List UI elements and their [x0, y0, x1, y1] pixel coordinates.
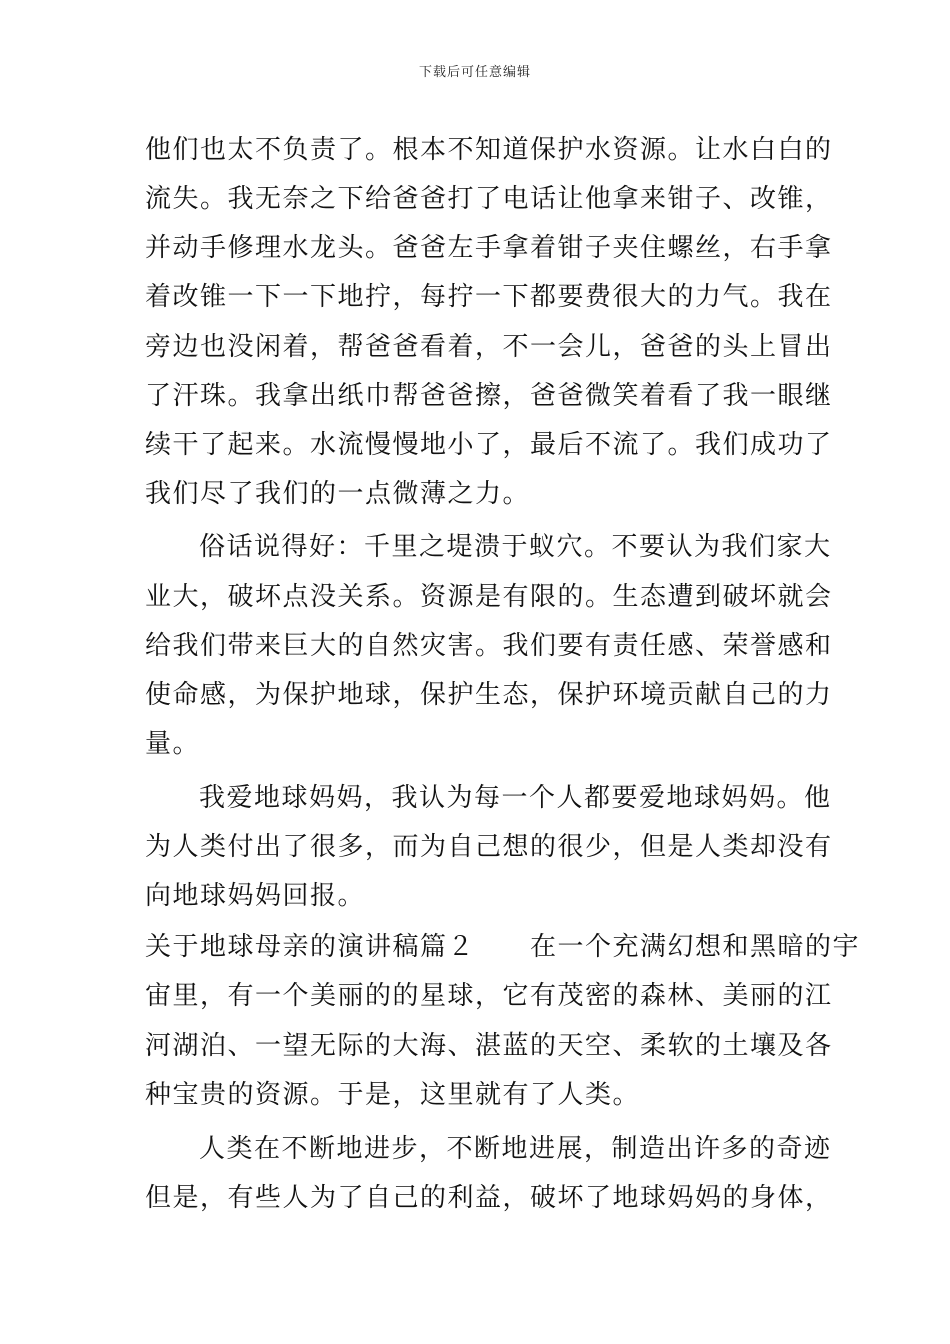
body-line: 种宝贵的资源。于是，这里就有了人类。 — [145, 1080, 641, 1110]
paragraph-first-line: 我爱地球妈妈，我认为每一个人都要爱地球妈妈。他 — [199, 783, 832, 813]
body-line: 了汗珠。我拿出纸巾帮爸爸擦，爸爸微笑着看了我一眼继 — [145, 381, 833, 411]
body-line: 但是，有些人为了自己的利益，破坏了地球妈妈的身体， — [145, 1183, 833, 1213]
body-line: 并动手修理水龙头。爸爸左手拿着钳子夹住螺丝，右手拿 — [145, 233, 833, 263]
body-line: 为人类付出了很多，而为自己想的很少，但是人类却没有 — [145, 832, 833, 862]
body-line: 流失。我无奈之下给爸爸打了电话让他拿来钳子、改锥， — [145, 184, 833, 214]
body-line: 量。 — [145, 729, 201, 759]
body-line: 续干了起来。水流慢慢地小了，最后不流了。我们成功了 — [145, 430, 833, 460]
page-header: 下载后可任意编辑 — [418, 65, 531, 80]
body-line: 我们尽了我们的一点微薄之力。 — [145, 479, 531, 509]
paragraph-first-line: 俗话说得好：千里之堤溃于蚁穴。不要认为我们家大 — [199, 532, 832, 562]
body-line: 宙里，有一个美丽的的星球，它有茂密的森林、美丽的江 — [145, 981, 833, 1011]
paragraph-first-line: 人类在不断地进步，不断地进展，制造出许多的奇迹 — [199, 1134, 832, 1164]
body-line: 给我们带来巨大的自然灾害。我们要有责任感、荣誉感和 — [145, 631, 833, 661]
body-line: 他们也太不负责了。根本不知道保护水资源。让水白白的 — [145, 135, 833, 165]
body-line: 向地球妈妈回报。 — [145, 881, 366, 911]
body-line: 着改锥一下一下地拧，每拧一下都要费很大的力气。我在 — [145, 282, 833, 312]
body-line: 旁边也没闲着，帮爸爸看着，不一会儿，爸爸的头上冒出 — [145, 332, 833, 362]
section-heading-line: 关于地球母亲的演讲稿篇２ 在一个充满幻想和黑暗的宇 — [145, 932, 861, 962]
body-line: 河湖泊、一望无际的大海、湛蓝的天空、柔软的土壤及各 — [145, 1031, 833, 1061]
body-line: 使命感，为保护地球，保护生态，保护环境贡献自己的力 — [145, 680, 833, 710]
body-line: 业大，破坏点没关系。资源是有限的。生态遭到破坏就会 — [145, 582, 833, 612]
